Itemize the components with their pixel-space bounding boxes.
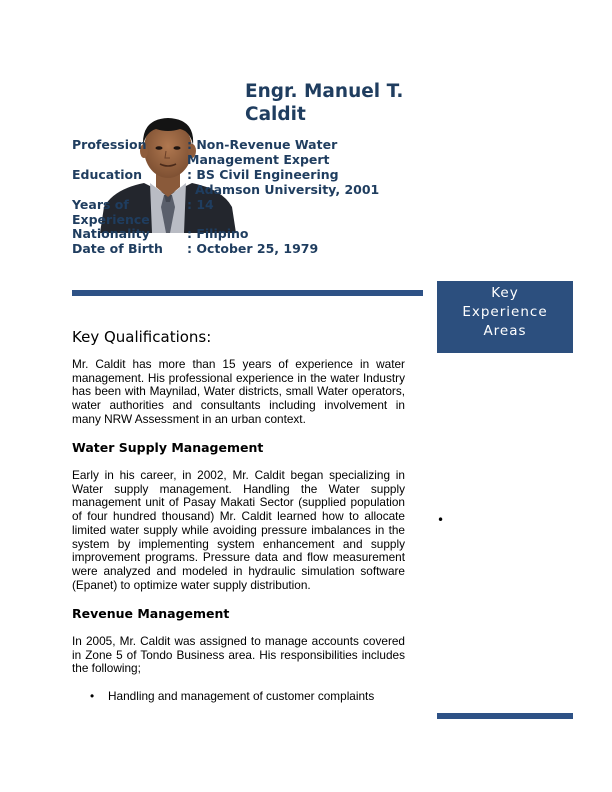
key-experience-areas-box: [437, 281, 573, 353]
education-row: [72, 167, 432, 197]
education-label: Education: [72, 167, 142, 182]
water-supply-text: Early in his career, in 2002, Mr. Caldit began specializing in Water supply management. Handling the Water supply management unit of Pasay Makati Sector (supplied population of four hundred thousand) Mr. Caldit learned how to allocate limited water supply while avoiding pressure imbalances in the system by implementing system enhancement and supply improvement programs. Pressure data and flow measurement were analyzed and modeled in hydraulic simulation software (Epanet) to optimize water supply distribution.: [72, 468, 405, 592]
profile-info: [72, 137, 432, 256]
key-experience-line-1: Key: [491, 285, 519, 301]
nationality-row: [72, 226, 432, 241]
key-experience-line-3: Areas: [483, 323, 527, 339]
nationality-label: Nationality: [72, 226, 150, 241]
profession-label: Profession: [72, 137, 147, 152]
education-value-cont: Adamson University, 2001: [195, 182, 380, 197]
experience-label: Years of: [72, 197, 129, 212]
revenue-heading: Revenue Management: [72, 606, 230, 621]
main-divider: [72, 290, 423, 296]
sidebar-divider: [437, 713, 573, 719]
key-qualifications-text: Mr. Caldit has more than 15 years of experience in water management. His professional experience in the water Industry has been with Maynilad, Water districts, small Water operators, water authorities and consultants including involvement in many NRW Assessment in an urban context.: [72, 357, 405, 426]
water-supply-heading: Water Supply Management: [72, 440, 264, 455]
sidebar-bullet: •: [437, 513, 445, 527]
dob-row: [72, 241, 432, 256]
revenue-text: In 2005, Mr. Caldit was assigned to manage accounts covered in Zone 5 of Tondo Business area. His responsibilities includes the following;: [72, 634, 405, 676]
revenue-bullet-1: Handling and management of customer complaints: [108, 689, 375, 703]
name-line-2: Caldit: [245, 104, 306, 125]
dob-value: : October 25, 1979: [187, 241, 319, 256]
profession-value-cont: Management Expert: [187, 152, 330, 167]
key-experience-line-2: Experience: [462, 304, 548, 320]
dob-label: Date of Birth: [72, 241, 163, 256]
experience-label-cont: Experience: [72, 212, 150, 227]
experience-value: : 14: [187, 197, 214, 212]
profession-row: [72, 137, 432, 167]
education-value: : BS Civil Engineering: [187, 167, 339, 182]
key-qualifications-heading: Key Qualifications:: [72, 328, 212, 346]
name-line-1: Engr. Manuel T.: [245, 81, 404, 102]
candidate-name: [245, 80, 445, 126]
bullet-dot: •: [90, 689, 95, 703]
experience-row: [72, 197, 432, 226]
nationality-value: : Filipino: [187, 226, 249, 241]
profession-value: : Non-Revenue Water: [187, 137, 338, 152]
